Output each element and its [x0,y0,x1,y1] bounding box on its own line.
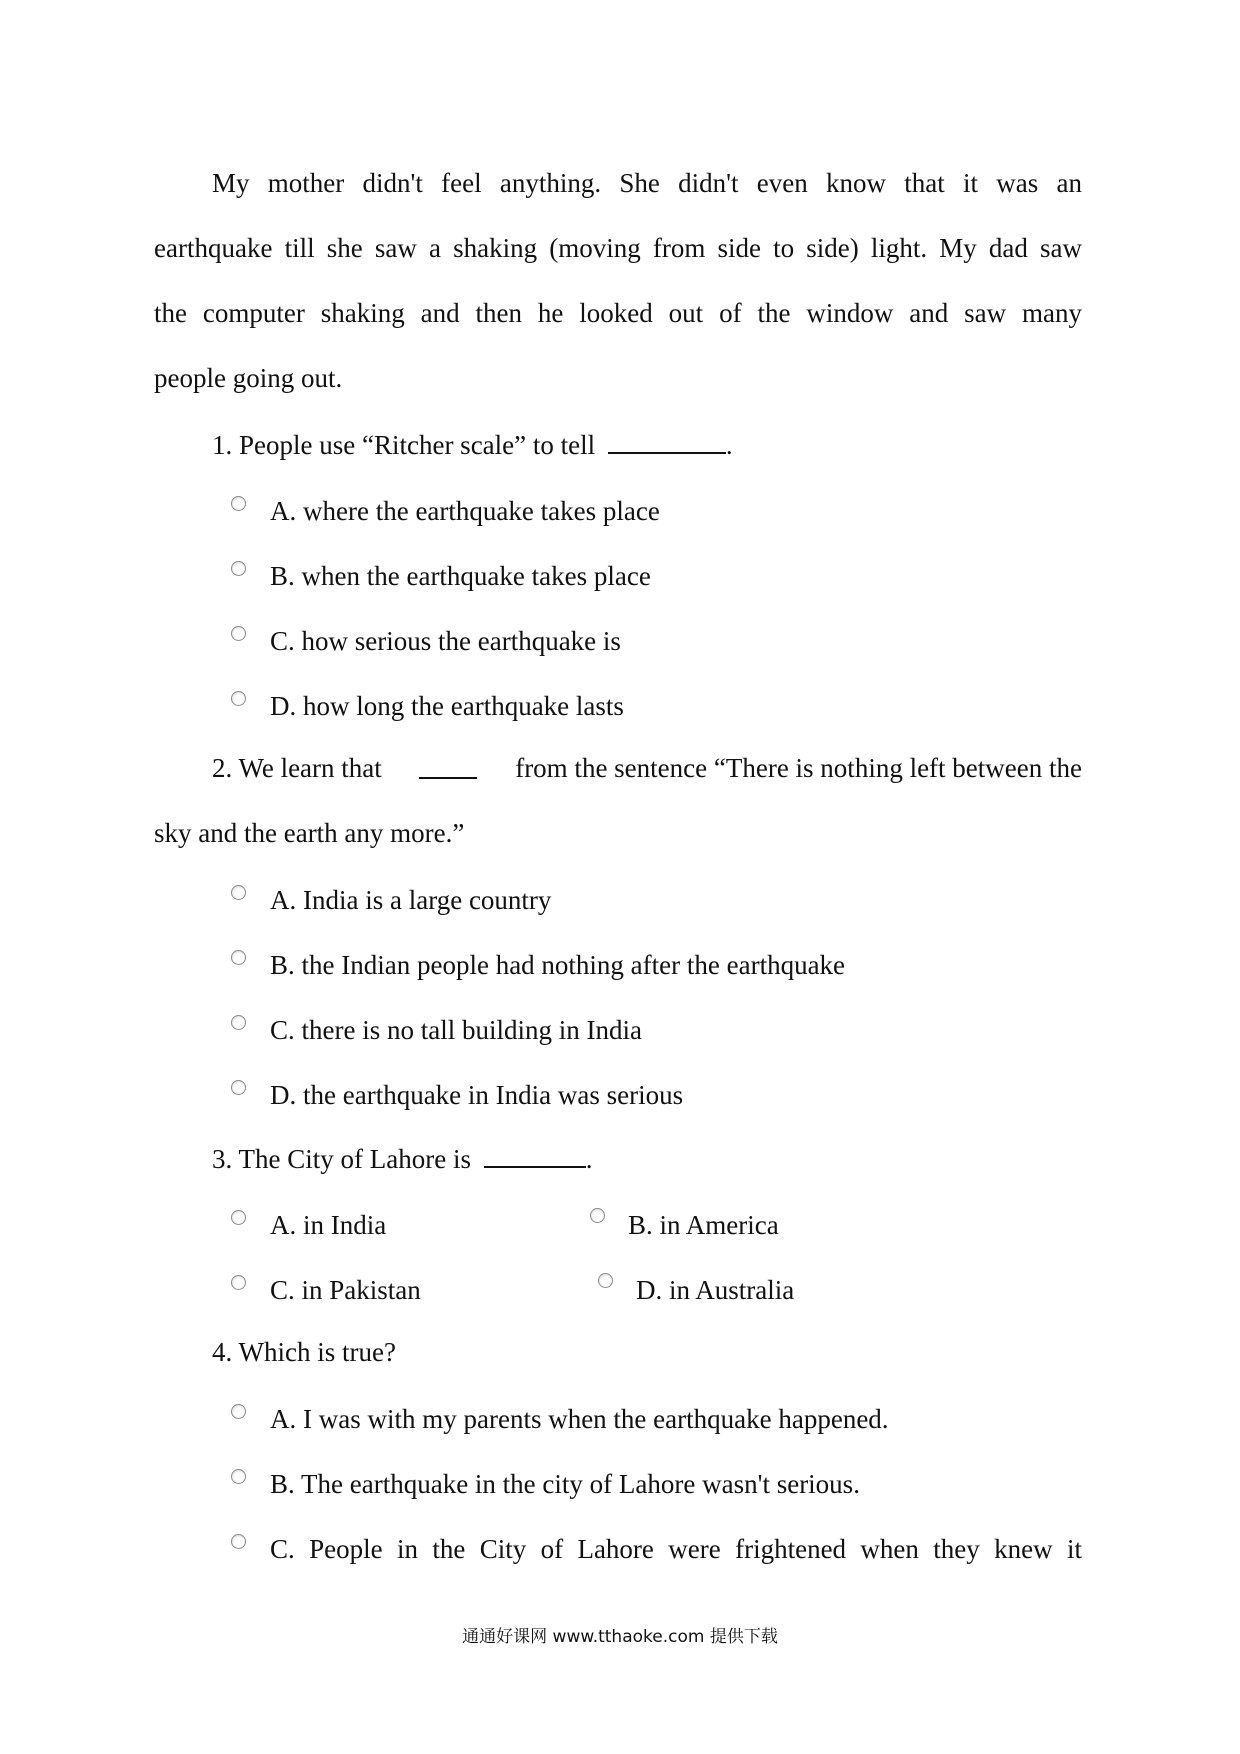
question-2-stem [212,755,1082,782]
radio-button[interactable] [231,561,246,576]
passage-line-2: earthquake till she saw a shaking (moving from side to side) light. My dad saw [154,233,1082,263]
question-3-option-d: D. in Australia [636,1275,795,1305]
question-2-option-b: B. the Indian people had nothing after the earthquake [270,950,846,980]
radio-button[interactable] [231,496,246,511]
radio-button[interactable] [231,1015,246,1030]
radio-button[interactable] [231,1534,246,1549]
question-3-option-c: C. in Pakistan [270,1275,421,1305]
radio-button[interactable] [231,691,246,706]
question-3-text: 3. The City of Lahore is [212,1144,471,1174]
question-3-option-a: A. in India [270,1210,387,1240]
question-3-end: . [585,1144,593,1174]
radio-button[interactable] [231,885,246,900]
radio-button[interactable] [231,626,246,641]
radio-button[interactable] [231,1404,246,1419]
question-2-option-a: A. India is a large country [270,885,552,915]
radio-button[interactable] [231,1275,246,1290]
question-3-option-b: B. in America [628,1210,779,1240]
question-1-option-a: A. where the earthquake takes place [270,496,660,526]
question-2-text-cont: from the sentence “There is nothing left between the [515,753,1082,783]
passage-line-4: people going out. [154,363,343,393]
question-4-option-b: B. The earthquake in the city of Lahore wasn't serious. [270,1469,860,1499]
question-1-option-d: D. how long the earthquake lasts [270,691,624,721]
passage-line-1: My mother didn't feel anything. She didn't even know that it was an [212,168,1082,198]
question-2-text: 2. We learn that [212,753,382,783]
passage-line-3: the computer shaking and then he looked out of the window and saw many [154,298,1082,328]
answer-blank [419,755,477,779]
radio-button[interactable] [598,1273,613,1288]
answer-blank [608,430,726,454]
question-2-option-c: C. there is no tall building in India [270,1015,642,1045]
question-1-end: . [725,430,733,460]
question-1-text: 1. People use “Ritcher scale” to tell [212,430,596,460]
radio-button[interactable] [231,1080,246,1095]
question-4-option-c: C. People in the City of Lahore were frightened when they knew it [270,1534,1082,1564]
question-1-option-b: B. when the earthquake takes place [270,561,651,591]
radio-button[interactable] [231,1469,246,1484]
question-2-stem-line-2: sky and the earth any more.” [154,818,465,848]
question-1-stem [212,430,733,459]
question-2-option-d: D. the earthquake in India was serious [270,1080,684,1110]
question-1-option-c: C. how serious the earthquake is [270,626,621,656]
page-footer: 通通好课网 www.tthaoke.com 提供下载 [462,1627,778,1647]
answer-blank [484,1144,586,1168]
radio-button[interactable] [231,950,246,965]
radio-button[interactable] [590,1208,605,1223]
question-4-option-a: A. I was with my parents when the earthquake happened. [270,1404,889,1434]
question-4-stem: 4. Which is true? [212,1337,396,1367]
radio-button[interactable] [231,1210,246,1225]
question-3-stem [212,1144,592,1173]
